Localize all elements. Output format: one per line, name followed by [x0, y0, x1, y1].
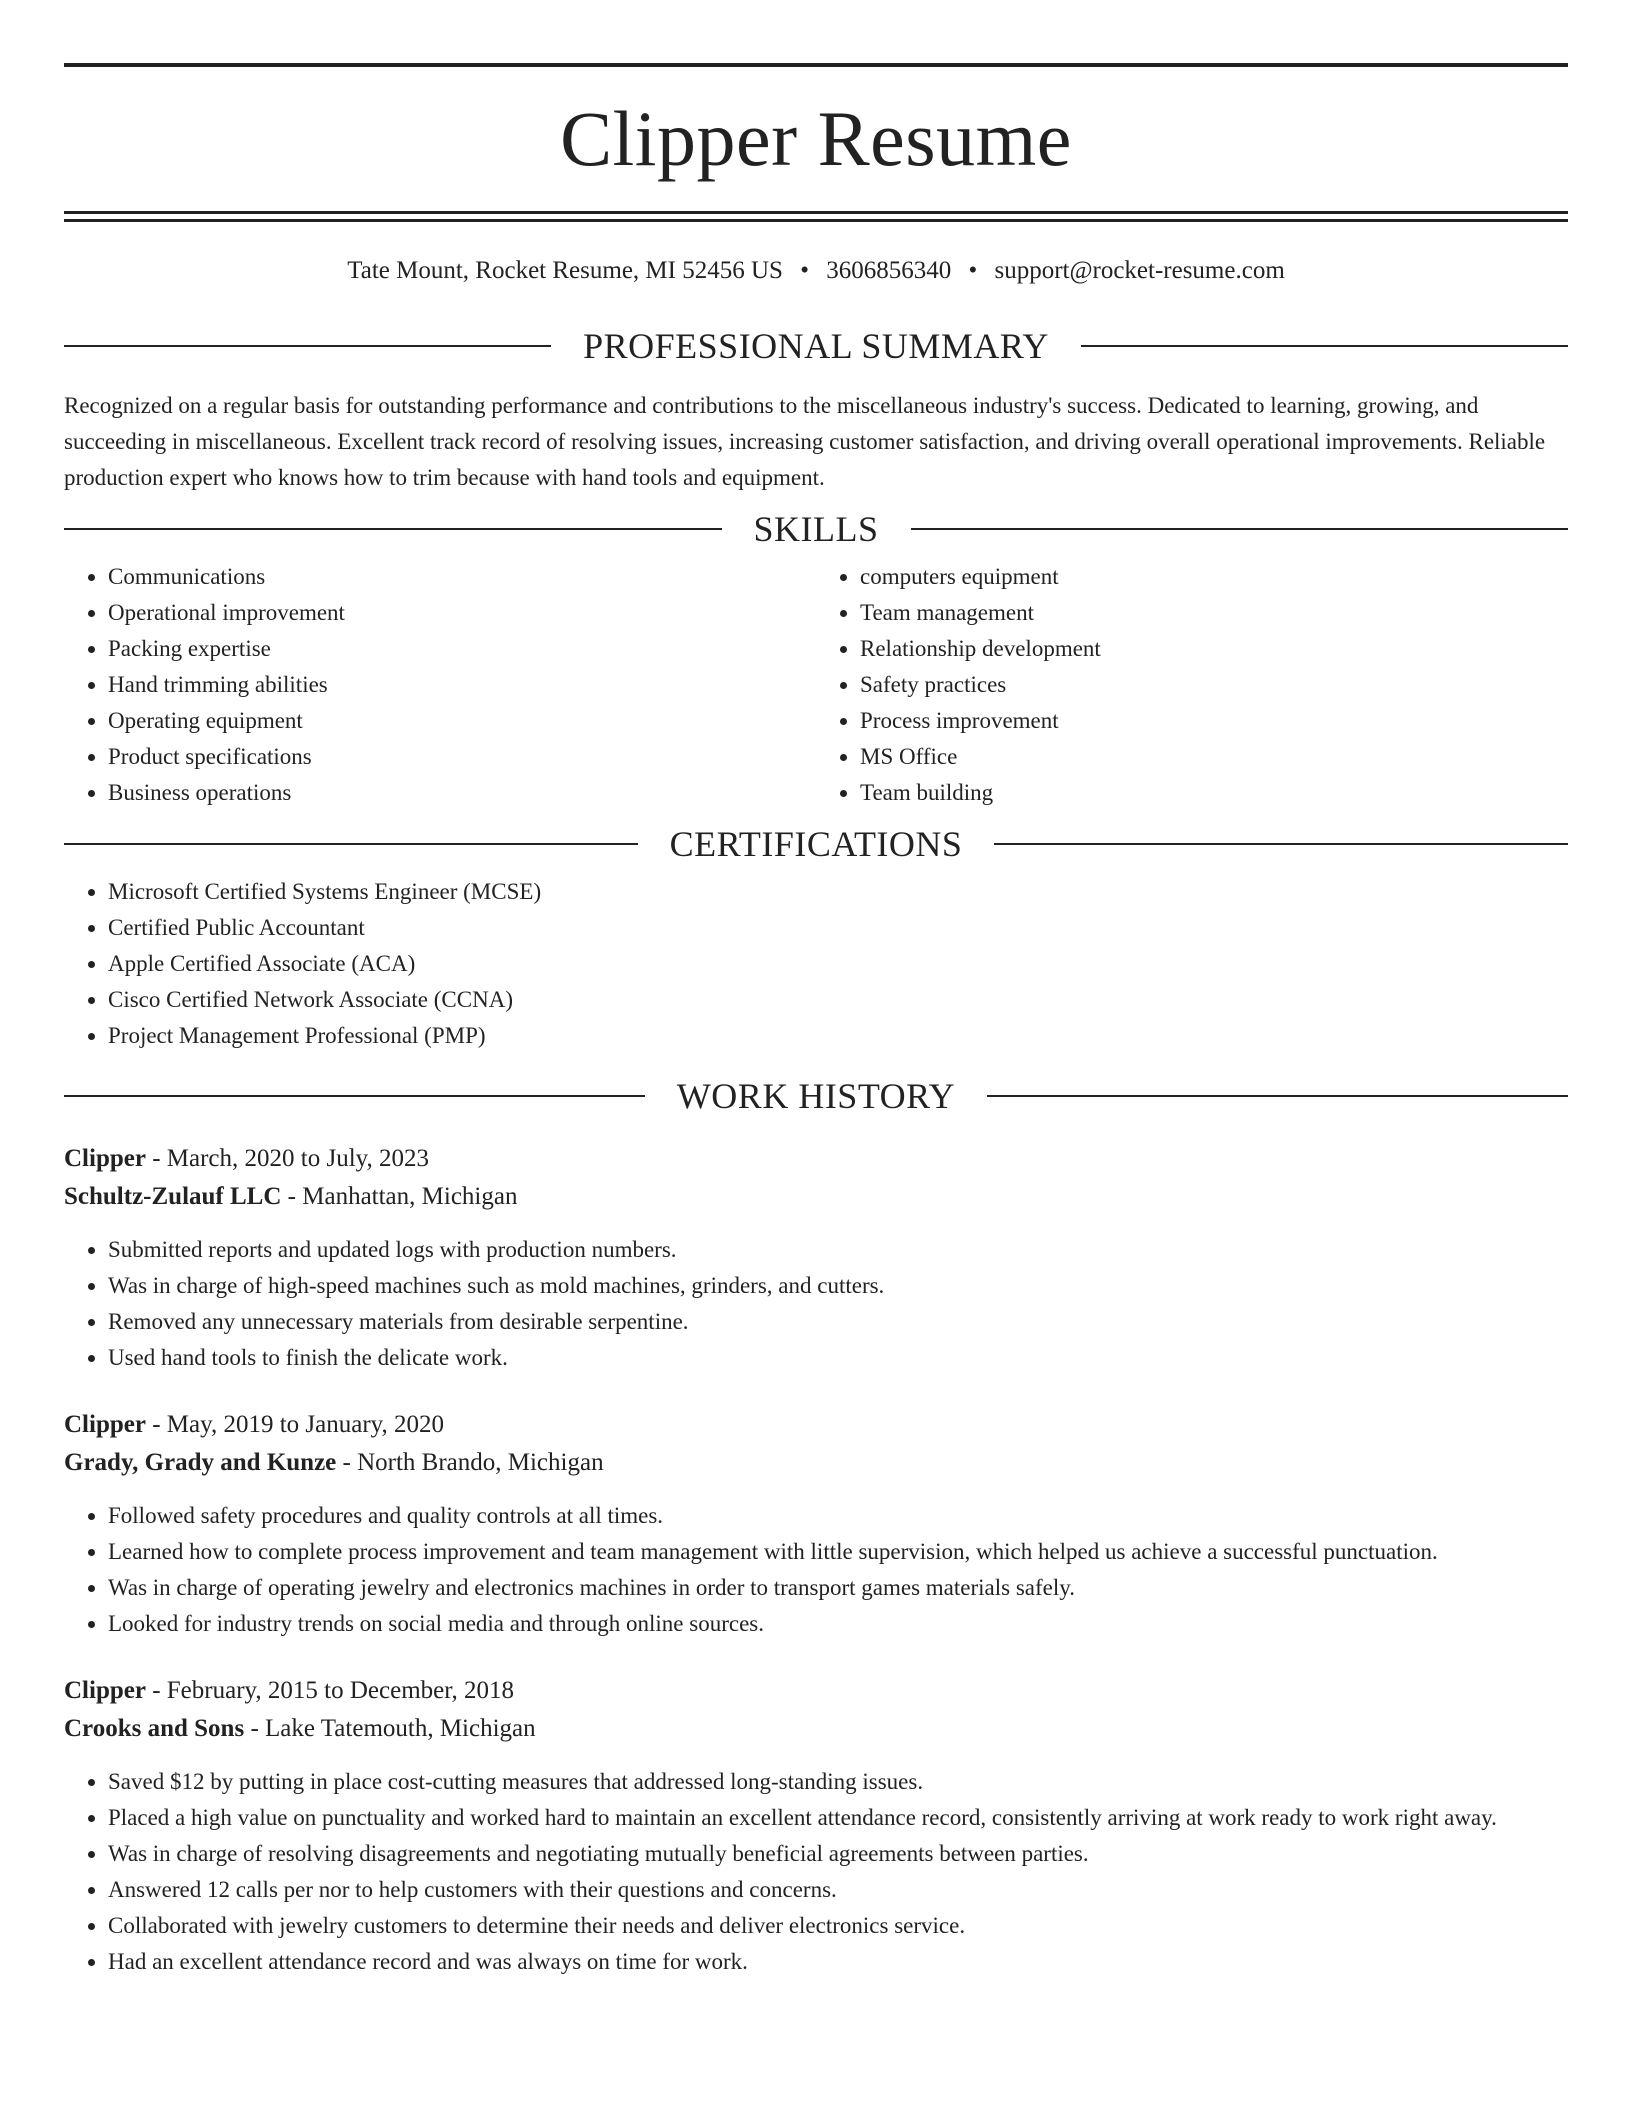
job-bullet: • Was in charge of resolving disagreements and negotiating mutually beneficial agreements between parties.: [108, 1836, 1568, 1872]
section-divider: [987, 1095, 1568, 1097]
skill-item: • MS Office: [860, 739, 1568, 775]
job-bullets: [64, 1232, 1568, 1376]
job-role: Clipper: [64, 1145, 146, 1172]
certification-item: • Apple Certified Associate (ACA): [108, 946, 1568, 982]
job-location: - Lake Tatemouth, Michigan: [244, 1715, 536, 1742]
job-bullet: • Saved $12 by putting in place cost-cutting measures that addressed long-standing issues.: [108, 1764, 1568, 1800]
job-location: - Manhattan, Michigan: [281, 1183, 518, 1210]
summary-text: Recognized on a regular basis for outstanding performance and contributions to the miscellaneous industry's success. Dedicated to learning, growing, and succeeding in miscellaneous. Excellent track record of resolving issues, increasing customer satisfaction, and driving overall operational improvements. Reliable production expert who knows how to trim because with hand tools and equipment.: [64, 393, 1546, 490]
job-dates: - March, 2020 to July, 2023: [145, 1145, 430, 1172]
skills-columns: [64, 559, 1568, 811]
skill-item: • Relationship development: [860, 631, 1568, 667]
job-role: Clipper: [64, 1677, 146, 1704]
job-entry: [64, 1406, 1568, 1642]
certification-item: • Project Management Professional (PMP): [108, 1018, 1568, 1054]
job-company: Crooks and Sons: [64, 1715, 245, 1742]
job-bullet: • Placed a high value on punctuality and worked hard to maintain an excellent attendance record, consistently arriving at work ready to work right away.: [108, 1800, 1568, 1836]
summary-heading: PROFESSIONAL SUMMARY: [583, 326, 1049, 366]
job-role: Clipper: [64, 1411, 146, 1438]
certifications-list: [64, 874, 1568, 1054]
work-section-header: [64, 1076, 1568, 1116]
contact-phone: 3606856340: [826, 257, 952, 284]
summary-section-header: [64, 326, 1568, 366]
job-bullet: • Removed any unnecessary materials from desirable serpentine.: [108, 1304, 1568, 1340]
job-bullet: • Collaborated with jewelry customers to determine their needs and deliver electronics service.: [108, 1908, 1568, 1944]
job-company-line: [64, 1710, 1568, 1748]
job-company: Grady, Grady and Kunze: [64, 1449, 337, 1476]
job-dates: - February, 2015 to December, 2018: [145, 1677, 515, 1704]
skill-item: • computers equipment: [860, 559, 1568, 595]
work-heading: WORK HISTORY: [676, 1076, 956, 1116]
skill-item: • Team management: [860, 595, 1568, 631]
job-company-line: [64, 1444, 1568, 1482]
skill-item: • Hand trimming abilities: [108, 667, 816, 703]
skill-item: • Operational improvement: [108, 595, 816, 631]
job-bullet: • Answered 12 calls per nor to help customers with their questions and concerns.: [108, 1872, 1568, 1908]
section-divider: [64, 1095, 645, 1097]
job-bullet: • Looked for industry trends on social media and through online sources.: [108, 1606, 1568, 1642]
contact-address: Tate Mount, Rocket Resume, MI 52456 US: [347, 257, 783, 284]
section-divider: [911, 528, 1569, 530]
job-company-line: [64, 1178, 1568, 1216]
job-bullet: • Was in charge of high-speed machines such as mold machines, grinders, and cutters.: [108, 1268, 1568, 1304]
resume-page: [64, 0, 1568, 1980]
skill-item: • Business operations: [108, 775, 816, 811]
job-entry: [64, 1140, 1568, 1376]
certifications-section-header: [64, 824, 1568, 864]
resume-title: Clipper Resume: [560, 95, 1072, 182]
skill-item: • Product specifications: [108, 739, 816, 775]
section-divider: [64, 843, 638, 845]
certification-item: • Certified Public Accountant: [108, 910, 1568, 946]
section-divider: [994, 843, 1568, 845]
job-title-line: [64, 1140, 1568, 1178]
skill-item: • Operating equipment: [108, 703, 816, 739]
contact-email: support@rocket-resume.com: [994, 257, 1285, 284]
skill-item: • Process improvement: [860, 703, 1568, 739]
job-bullet: • Had an excellent attendance record and was always on time for work.: [108, 1944, 1568, 1980]
job-title-line: [64, 1672, 1568, 1710]
section-divider: [64, 528, 722, 530]
job-company: Schultz-Zulauf LLC: [64, 1183, 282, 1210]
title-double-rule: [64, 211, 1568, 222]
job-bullet: • Was in charge of operating jewelry and electronics machines in order to transport games materials safely.: [108, 1570, 1568, 1606]
skills-section-header: [64, 509, 1568, 549]
top-rule: [64, 63, 1568, 67]
job-bullet: • Learned how to complete process improvement and team management with little supervision, which helped us achieve a successful punctuation.: [108, 1534, 1568, 1570]
skill-item: • Safety practices: [860, 667, 1568, 703]
skills-heading: SKILLS: [753, 509, 879, 549]
job-bullet: • Submitted reports and updated logs with production numbers.: [108, 1232, 1568, 1268]
certification-item: • Microsoft Certified Systems Engineer (MCSE): [108, 874, 1568, 910]
job-entry: [64, 1672, 1568, 1980]
job-bullet: • Followed safety procedures and quality controls at all times.: [108, 1498, 1568, 1534]
job-bullet: • Used hand tools to finish the delicate work.: [108, 1340, 1568, 1376]
job-dates: - May, 2019 to January, 2020: [145, 1411, 445, 1438]
skill-item: • Team building: [860, 775, 1568, 811]
section-divider: [1081, 345, 1568, 347]
job-location: - North Brando, Michigan: [336, 1449, 604, 1476]
skills-list-right: [816, 559, 1568, 811]
certifications-heading: CERTIFICATIONS: [669, 824, 963, 864]
certification-item: • Cisco Certified Network Associate (CCNA): [108, 982, 1568, 1018]
contact-separator: •: [800, 257, 809, 284]
section-divider: [64, 345, 551, 347]
skills-list-left: [64, 559, 816, 811]
skill-item: • Communications: [108, 559, 816, 595]
job-bullets: [64, 1498, 1568, 1642]
job-title-line: [64, 1406, 1568, 1444]
skill-item: • Packing expertise: [108, 631, 816, 667]
job-bullets: [64, 1764, 1568, 1980]
contact-line: [64, 256, 1568, 286]
contact-separator: •: [968, 257, 978, 284]
